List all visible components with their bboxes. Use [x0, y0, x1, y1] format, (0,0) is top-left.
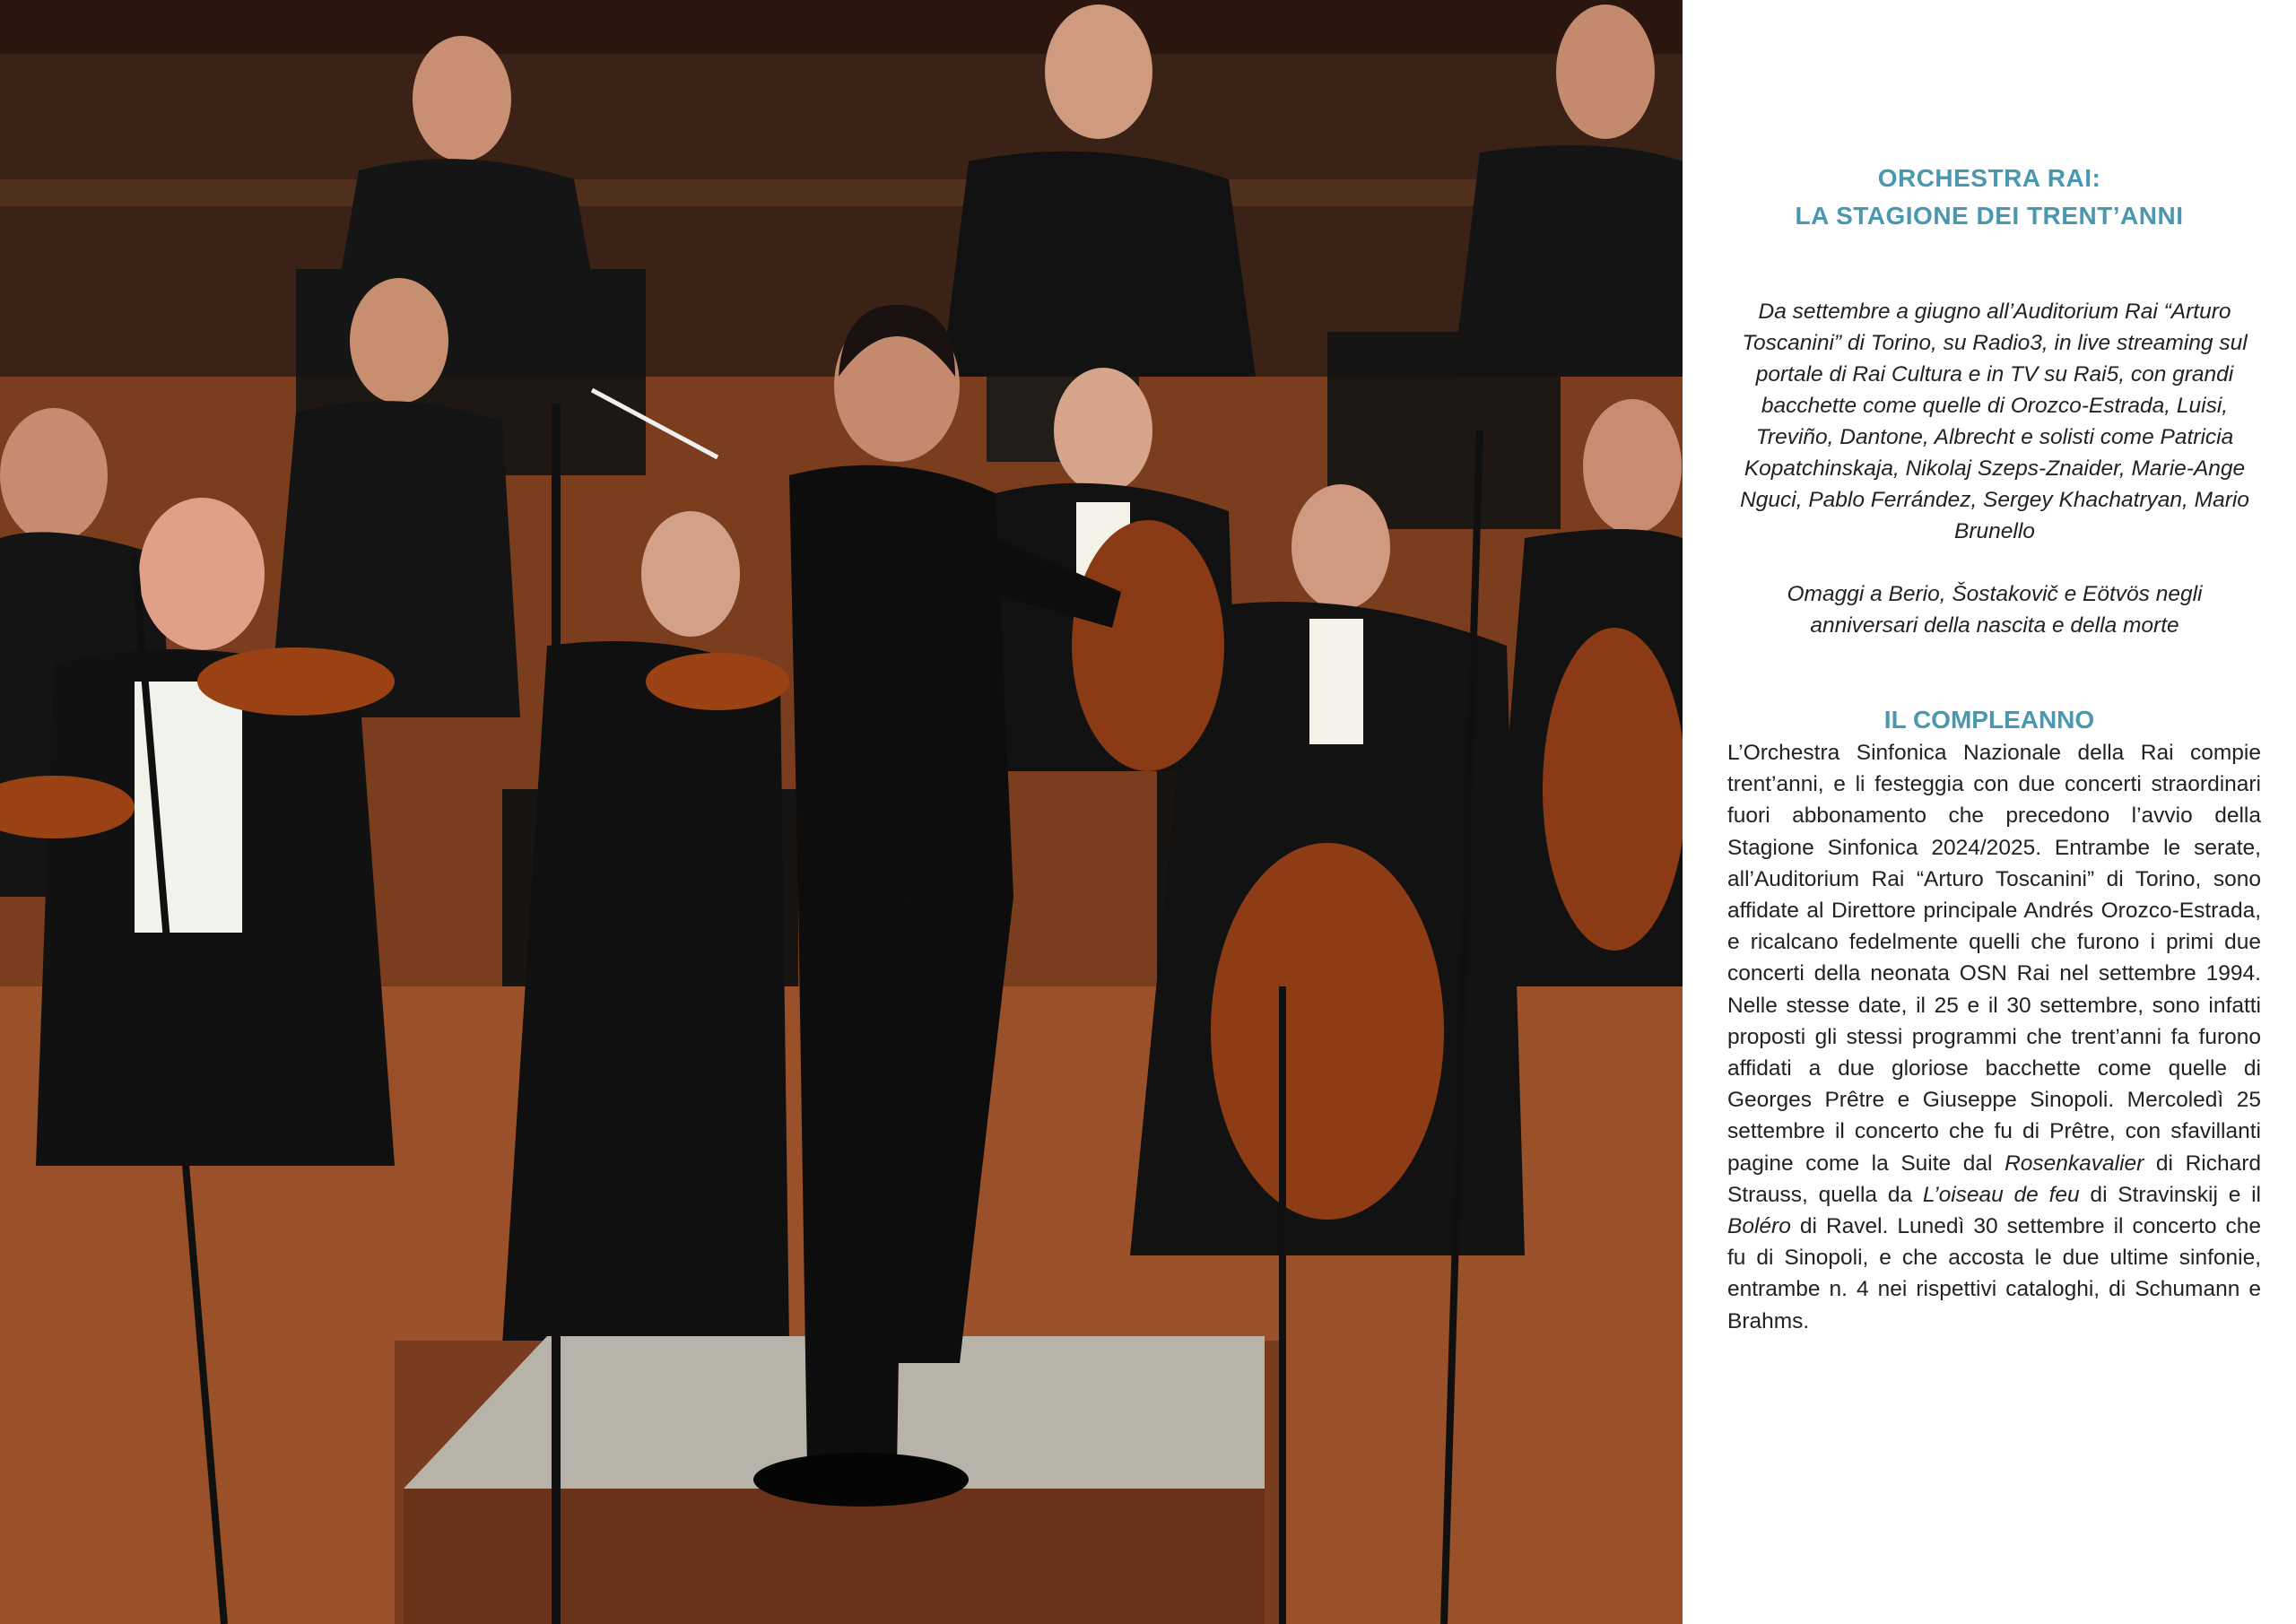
intro-paragraph-2: Omaggi a Berio, Šostakovič e Eötvös negli anniversari della nascita e della morte: [1787, 582, 2203, 638]
article-title-line-1: ORCHESTRA RAI:: [1877, 164, 2101, 192]
work-title-bolero: Boléro: [1727, 1214, 1791, 1239]
intro-paragraph-1: Da settembre a giugno all’Auditorium Rai “Arturo Toscanini” di Torino, su Radio3, in live streaming sul portale di Rai Cultura e in TV su Rai5, con grandi bacchette come quelle di Orozco-Estrada, Luisi, Treviño, Dantone, Albrecht e solisti come Patricia Kopatchinskaja, Nikolaj Szeps-Znaider, Marie-Ange Nguci, Pablo Ferrández, Sergey Khachatryan, Mario Brunello: [1740, 300, 2249, 543]
body-text-part-3: di Stravinskij e il: [2079, 1182, 2261, 1207]
section-heading: IL COMPLEANNO: [1883, 706, 2095, 734]
body-text-part-2: di Richard Strauss, quella da: [1727, 1151, 2261, 1207]
body-text-part-1: L’Orchestra Sinfonica Nazionale della Rai compie trent’anni, e li festeggia con due concerti straordinari fuori abbonamento che precedono l’avvio della Stagione Sinfonica 2024/2025. Entrambe le serate, all’Auditorium Rai “Arturo Toscanini” di Torino, sono affidate al Direttore principale Andrés Orozco-Estrada, e ricalcano fedelmente quelli che furono i primi due concerti della neonata OSN Rai nel settembre 1994. Nelle stesse date, il 25 e il 30 settembre, sono infatti proposti gli stessi programmi che trent’anni fa furono affidati a due gloriose bacchette come quelle di Georges Prêtre e Giuseppe Sinopoli. Mercoledì 25 settembre il concerto che fu di Prêtre, con sfavillanti pagine come la Suite dal: [1727, 741, 2261, 1176]
article-title-line-2: LA STAGIONE DEI TRENT’ANNI: [1795, 202, 2184, 230]
body-paragraph: [1727, 737, 2261, 1337]
article-title: [1683, 160, 2296, 235]
body-text-part-4: di Ravel. Lunedì 30 settembre il concerto che fu di Sinopoli, e che accosta le due ultime sinfonie, entrambe n. 4 nei rispettivi cataloghi, di Schumann e Brahms.: [1727, 1214, 2261, 1333]
work-title-oiseau-de-feu: L’oiseau de feu: [1922, 1182, 2080, 1207]
intro-block: [1733, 296, 2257, 641]
work-title-rosenkavalier: Rosenkavalier: [2005, 1151, 2144, 1176]
article-column: [1683, 0, 2296, 1624]
